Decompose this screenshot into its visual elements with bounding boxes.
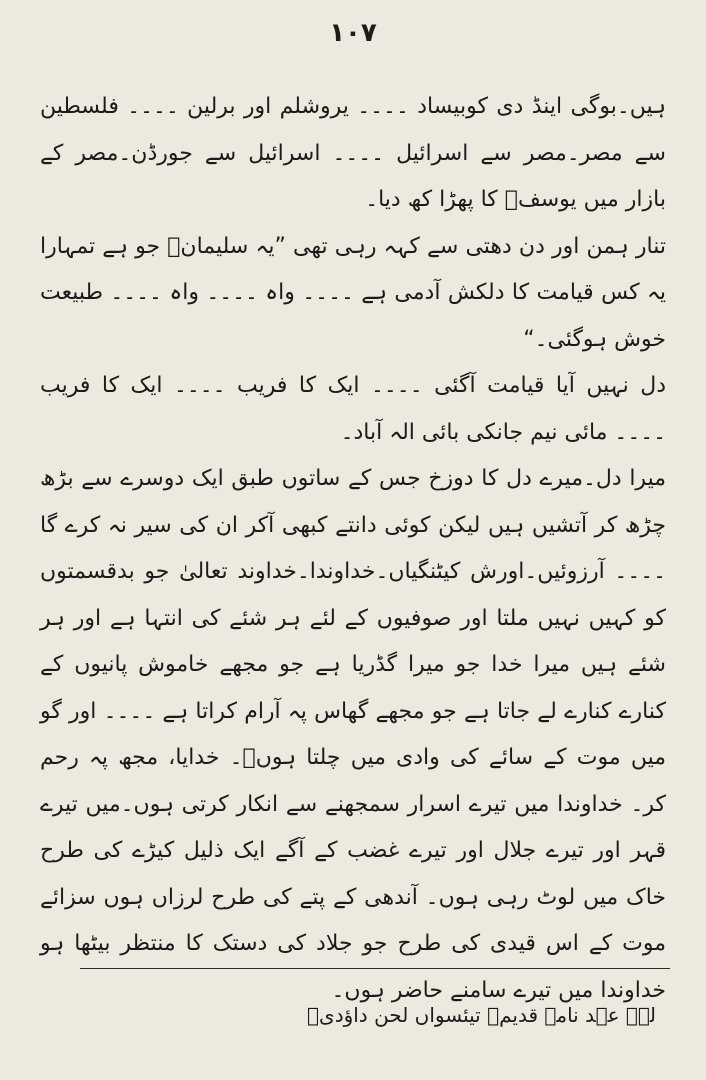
paragraph: میرا دل۔میرے دل کا دوزخ جس کے ساتوں طبق ایک دوسرے سے بڑھ چڑھ کر آتشیں ہیں لیکن کوئی دانتے کبھی آکر ان کی سیر نہ کرے گا ۔۔۔۔ آرزوئیں۔اورش کیٹنگیاں۔خداوندا۔خداوند تعالیٰ جو بدقسمتوں کو کہیں نہیں ملتا اور صوفیوں کے لئے ہر شئے کی انتہا ہے اور ہر شئے ہیں میرا خدا جو میرا گڈریا ہے جو مجھے خاموش پانیوں کے کنارے کنارے لے جاتا ہے جو مجھے گھاس پہ آرام کراتا ہے ۔۔۔۔ اور گو میں موت کے سائے کی وادی میں چلتا ہوںؒ۔ خدایا، مجھ پہ رحم کر۔ خداوندا میں تیرے اسرار سمجھنے سے انکار کرتی ہوں۔میں تیرے قہر اور تیرے جلال اور تیرے غضب کے آگے ایک ذلیل کیڑے کی طرح خاک میں لوٹ رہی ہوں۔ آندھی کے پتے کی طرح لرزاں ہوں سزائے موت کے اس قیدی کی طرح جو جلاد کی دستک کا منتظر بیٹھا ہو خداوندا میں تیرے سامنے حاضر ہوں۔ <box>40 466 666 1003</box>
paragraph: دل نہیں آیا قیامت آگئی ۔۔۔۔ ایک کا فریب ۔۔۔۔ ایک کا فریب ۔۔۔۔ مائی نیم جانکی بائی الہ آباد۔ <box>40 373 666 445</box>
body-text <box>40 84 666 1014</box>
page-number: ۱۰۷ <box>329 18 377 48</box>
footnote: لہ۔ عہد نامہ قدیم۔ تیئسواں لحن داؤدیؑ <box>307 1003 656 1027</box>
paragraph: ہیں۔بوگی اینڈ دی کوبیساد ۔۔۔۔ یروشلم اور برلین ۔۔۔۔ فلسطین سے مصر۔مصر سے اسرائیل ۔۔۔۔ اسرائیل سے جورڈن۔مصر کے بازار میں یوسفؑ کا پھڑا کھ دیا۔ <box>40 94 666 212</box>
paragraph: تنار ہمن اور دن دھتی سے کہہ رہی تھی ”یہ سلیمانؑ جو ہے تمہارا یہ کس قیامت کا دلکش آدمی ہے ۔۔۔۔ واہ ۔۔۔۔ واہ ۔۔۔۔ طبیعت خوش ہوگئی۔“ <box>40 233 666 352</box>
footnote-divider <box>80 968 670 969</box>
